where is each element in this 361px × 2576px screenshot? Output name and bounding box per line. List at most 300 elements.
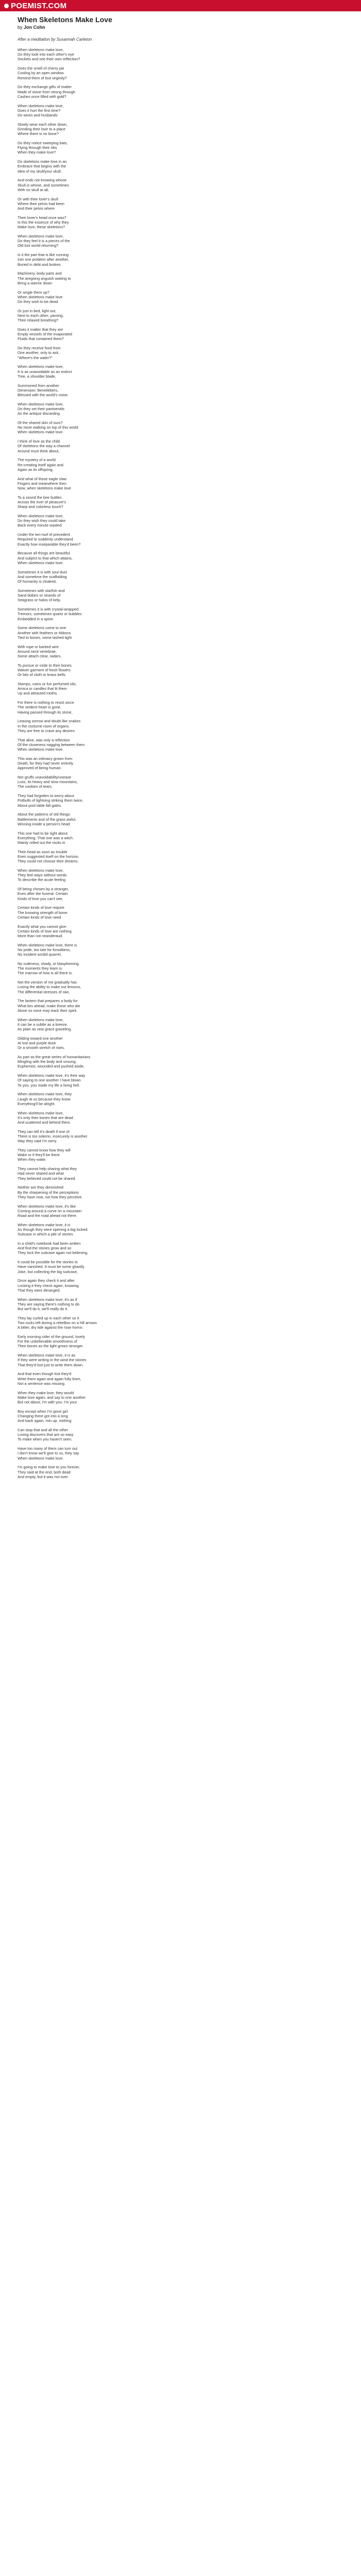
poem-line: The knowing strength of bone. (18, 910, 69, 915)
poem-stanza (18, 141, 342, 155)
poem-line: It could be possible for the stories to (18, 1260, 78, 1265)
poem-line: Kinds of love you can't see, (18, 896, 63, 901)
poem-line: If they were writing in the wind the stories (18, 1358, 87, 1363)
poem-stanza (18, 775, 342, 789)
poem-stanza (18, 84, 342, 99)
poem-stanza (18, 924, 342, 939)
poem-line: Way they said I'm sorry. (18, 1139, 57, 1144)
poem-line: By the sharpening of the perceptions (18, 1190, 79, 1195)
poem-stanza (18, 1092, 342, 1106)
poem-line: Do they receive food from (18, 346, 61, 351)
poem-stanza (18, 831, 342, 845)
poem-line: Write them again and again fully linen, (18, 1376, 81, 1381)
poem-line: They cannot know how they will (18, 1147, 71, 1153)
poem-line: Skull is whose, and sometimes (18, 182, 69, 188)
poem-line: Winning inside a person's head. (18, 821, 71, 826)
poem-line: Is this the essence of why they (18, 220, 69, 225)
poem-line: Around must think about, (18, 448, 60, 453)
poem-stanza (18, 66, 342, 80)
poem-line: About the patterns of old things: (18, 812, 71, 817)
poem-line: Sometimes it is with crystal-wrapped (18, 607, 79, 612)
poem-stanza (18, 663, 342, 677)
poem-line: And scattered and behind them. (18, 1120, 71, 1125)
poem-line: Embrace that begins with the (18, 164, 67, 169)
poem-line: Having passed through its stone, (18, 709, 73, 715)
poem-container (18, 15, 342, 1484)
poem-line: Where their pelvis had been (18, 201, 64, 206)
poem-line: Of saying to one another I have blown (18, 1078, 81, 1083)
poem-line: Now, when skeletons make love (18, 486, 71, 491)
poem-line: They believed could not be shared. (18, 1176, 76, 1181)
poem-stanza (18, 346, 342, 360)
poem-line: Loving discovers that are so easy (18, 1432, 74, 1437)
poem-line: Suitcase in which a pile of stories (18, 1232, 73, 1237)
poem-line: The differential stresses of rain. (18, 989, 70, 994)
poem-stanza (18, 1260, 342, 1274)
poem-line: Remind them of lost virginity? (18, 75, 67, 80)
poem-line: And empty, but it was not over. (18, 1474, 69, 1479)
poem-line: Do they set their pantoenids (18, 406, 64, 412)
poem-line: Amica or candles that lit them (18, 686, 67, 691)
poem-line: Road and the road ahead not there. (18, 1213, 77, 1218)
poem-line: It is as unavoidable as an extinct (18, 369, 72, 374)
poem-line: To make when you haven't seen. (18, 1437, 73, 1442)
poem-line: In a child's notebook had been written (18, 1241, 81, 1246)
poem-stanza (18, 402, 342, 416)
poem-line: Coming around a curve on a mountain (18, 1208, 82, 1213)
poem-line: The strident heart is gone. (18, 705, 61, 710)
poem-line: Do they look into each other's eye (18, 52, 74, 57)
poem-stanza (18, 570, 342, 584)
poem-line: Had never shared and what (18, 1171, 64, 1176)
logo-text: POEMIST.COM (11, 1, 67, 10)
poem-line: Do they exchange gifts of matter (18, 84, 72, 90)
poem-line: Blessed with the world's noise. (18, 393, 69, 398)
poem-stanza (18, 1185, 342, 1199)
poem-body (18, 47, 342, 1479)
poem-line: Does it matter that they are (18, 327, 63, 332)
poem-stanza (18, 514, 342, 528)
poem-line: To you, you made my life a living hell. (18, 1082, 80, 1088)
poem-line: Or with their lover's skull (18, 196, 58, 201)
poem-line: Nor gruffs unavoidability/unease (18, 774, 72, 779)
poem-stanza (18, 625, 342, 640)
poem-line: Two rocks left during a rebellion on a hill arrows (18, 1320, 97, 1326)
poem-line: Their relaxed breathing? (18, 318, 59, 323)
poem-line: That alive, was only a reflection (18, 737, 70, 742)
poem-line: Exactly what you cannot give. (18, 924, 68, 929)
poem-line: At lost and purple dusk (18, 1040, 56, 1045)
poem-line: Mainly rolled out the rocks in (18, 840, 65, 845)
poem-line: Cashes once filled with gold? (18, 94, 67, 99)
poem-line: They lock the suitcase again not believing. (18, 1250, 89, 1256)
poem-line: They cannot help sharing what they (18, 1166, 77, 1172)
poem-line: "Where's the water?" (18, 355, 53, 360)
poem-line: Re-creating itself again and (18, 462, 63, 467)
poem-line: Into one problem after another, (18, 257, 69, 262)
poem-line: Leaving sorrow and doubt like snakes (18, 719, 81, 724)
poem-line: With no skull at all, (18, 187, 49, 192)
poem-line: Do skeletons make love in an (18, 159, 67, 164)
poem-line: When skeletons make love, it's their way (18, 1073, 86, 1078)
poem-line: They lay curled up in each other so it (18, 1315, 79, 1320)
poem-line: When skeletons make love, (18, 514, 64, 519)
poem-stanza (18, 700, 342, 715)
site-header (0, 0, 361, 11)
poem-stanza (18, 1055, 342, 1069)
poem-line: Does it hurt the first time? (18, 108, 61, 113)
poem-stanza (18, 215, 342, 230)
poem-stanza (18, 477, 342, 491)
poem-line: And ends not knowing whose (18, 178, 67, 183)
poem-line: Neither are they diminished (18, 1185, 63, 1190)
poem-stanza (18, 309, 342, 323)
poem-stanza (18, 1409, 342, 1423)
poem-stanza (18, 1018, 342, 1032)
poem-line: Wake or if they'll be there (18, 1153, 60, 1158)
poem-line: Or just in bed, light out, (18, 308, 57, 313)
poem-stanza (18, 1073, 342, 1088)
poem-author-line (18, 24, 342, 30)
poem-stanza (18, 420, 342, 435)
poem-line: A bitter, dry tide against the rose horror. (18, 1325, 84, 1330)
poem-line: Stamps, coins or fun perfumed oils, (18, 681, 77, 686)
poem-line: They are saying there's nothing to do. (18, 1301, 80, 1307)
poem-line: Losing the ability to make out lessons, (18, 985, 81, 990)
poem-line: Under the ten-roof of precedent (18, 532, 70, 537)
poem-line: Made of stone from strong through (18, 89, 75, 94)
poem-line: When skeletons make love, they (18, 1092, 72, 1097)
poem-line: The cookies of tears, (18, 784, 53, 789)
poem-line: It can be a subtle as a breeze, (18, 1022, 68, 1027)
poem-line: Their bones as the light grows stronger. (18, 1344, 84, 1349)
poem-line: As the antique discarding (18, 411, 60, 416)
poem-line: Certain kinds of love require (18, 905, 64, 910)
poem-line: This was an intimacy grown from (18, 756, 73, 761)
poem-stanza (18, 457, 342, 472)
poem-line: Waiver garment of fresh flowers (18, 667, 71, 672)
poem-stanza (18, 252, 342, 267)
poem-line: Tremors, sometimes quartz or bubbles (18, 612, 82, 617)
poem-line: When skeletons make love, (18, 401, 64, 406)
poem-author[interactable]: Jon Cohn (24, 25, 45, 30)
poem-line: Up and attracted moths, (18, 691, 58, 696)
poem-stanza (18, 551, 342, 565)
poem-line: No incident sordid quarrel, (18, 952, 62, 957)
poem-line: What lies ahead, make those who die (18, 1003, 80, 1008)
poem-line: No pride, too late for forsaltiess, (18, 947, 71, 952)
poem-line: Laugh at us because they know (18, 1096, 71, 1101)
poem-stanza (18, 1353, 342, 1367)
poem-stanza (18, 1036, 342, 1050)
poem-line: Early morning cider of the ground, lovely (18, 1334, 85, 1340)
poem-stanza (18, 364, 342, 379)
poem-line: Do they feel it is a pieces of the (18, 239, 70, 244)
poem-stanza (18, 1111, 342, 1125)
poem-line: Do they wish to be dead (18, 299, 58, 304)
poem-stanza (18, 793, 342, 808)
poem-stanza (18, 439, 342, 453)
poem-line: Is it the part that is like running (18, 252, 69, 258)
poem-line: Embedded in a spine. (18, 616, 54, 621)
poem-line: When skeletons make love, it is as (18, 1353, 75, 1358)
poem-line: They said at the end, both dead (18, 1469, 71, 1475)
poem-line: As part as the great series of humanitarians (18, 1054, 91, 1059)
poem-line: Or single them up? (18, 290, 50, 295)
poem-line: Machinery, body parts and (18, 271, 62, 276)
poem-stanza (18, 738, 342, 752)
poem-stanza (18, 850, 342, 864)
poem-line: For the unbelievable smoothness of (18, 1339, 77, 1344)
poem-line: They have now, not how they perceive. (18, 1194, 83, 1199)
poem-line: As plain as new grace graveling. (18, 1026, 72, 1031)
poem-line: Death, for they had never entirely (18, 760, 73, 766)
poem-line: Have too many of them can turn out (18, 1446, 78, 1451)
poem-line: When skeletons make love, there is (18, 942, 77, 947)
poem-line: Once again they check it and after (18, 1278, 75, 1283)
poem-line: For there is nothing to resist since (18, 700, 74, 705)
poem-line: No more walking on top of this world (18, 425, 78, 430)
poem-line: Dimension: Beneliebers, (18, 387, 59, 393)
poem-line: No rudeness, shady, or blaspheming. (18, 961, 80, 966)
poem-line: When skeletons make love, (18, 103, 64, 108)
poem-dedication: After a meditation by Susannah Carleton (18, 37, 92, 42)
poem-stanza (18, 980, 342, 994)
poem-line: When skeletons make love. (18, 747, 64, 752)
poem-line: Locking it they check again, knowing (18, 1283, 79, 1288)
poem-line: Cooling by an open window (18, 71, 64, 76)
poem-line: As though they were opening a big locked (18, 1227, 88, 1232)
poem-line: Tied to bones, some lashed tight (18, 635, 72, 640)
poem-stanza (18, 607, 342, 621)
poem-line: Of humanity is cloaked, (18, 579, 57, 584)
poem-line: To a sound the bee buttles (18, 495, 62, 500)
poem-line: The lantern that prepares a body for (18, 998, 78, 1004)
poem-line: In the costume room of organs. (18, 723, 70, 728)
poem-stanza (18, 1297, 342, 1312)
poem-line: And sometime the scaffolding (18, 574, 67, 579)
poem-line: Another with feathers or ribbons (18, 630, 71, 635)
poem-line: Do they notice sweeping bats, (18, 141, 68, 146)
poem-line: Back every minute wasted (18, 523, 62, 528)
poem-stanza (18, 1278, 342, 1293)
poem-stanza (18, 868, 342, 883)
poem-stanza (18, 998, 342, 1013)
poem-line: Even after the funeral. Certain (18, 891, 68, 896)
poem-line: When they make love, they would (18, 1390, 74, 1395)
poem-line: Flying through their ribs (18, 145, 57, 150)
poem-line: Of the closeness nagging between them (18, 742, 85, 747)
poem-line: But we'll do it, we'll really do it. (18, 1307, 69, 1312)
poem-stanza (18, 178, 342, 192)
poem-line: Do they wish they could take (18, 518, 65, 523)
poem-line: Their head as soon as trouble (18, 849, 68, 854)
poem-line: They feel ways without words (18, 873, 67, 878)
poem-line: Make love again, and say to one another (18, 1395, 86, 1400)
poem-line: I don't know we'll give to us, they say (18, 1451, 79, 1456)
poem-stanza (18, 1148, 342, 1162)
poem-line: That they'd lost just to write them down. (18, 1362, 84, 1367)
poem-line: And back again, min up, nothing (18, 1418, 72, 1423)
poem-line: To pursue or cede to their bones. (18, 663, 73, 668)
poem-line: That they were deranged. (18, 1287, 61, 1293)
poem-stanza (18, 1166, 342, 1181)
poem-line: The moments they learn is (18, 966, 62, 971)
poem-line: Or bits of cloth or brass bells. (18, 672, 67, 677)
poem-line: Can stop that and all the other (18, 1428, 68, 1433)
poem-line: When they wake. (18, 1157, 46, 1162)
poem-line: Certain kinds of love are nothing (18, 928, 72, 934)
poem-line: Everything'll be alright. (18, 1101, 56, 1106)
poem-line: About pool table fall gates. (18, 803, 62, 808)
poem-line: Grinding their love to a place (18, 127, 65, 132)
poem-stanza (18, 104, 342, 118)
poem-line: Euphemist, wounded and pushed aside, (18, 1064, 85, 1069)
poem-line: Slowly wear each other down, (18, 122, 68, 127)
poem-line: Make love, these skeletons? (18, 225, 65, 230)
poem-line: Alone so none may track their spirit. (18, 1008, 77, 1013)
poem-line: Fingers and meanwhere then (18, 481, 67, 486)
poem-line: With rope or barbed wire (18, 644, 59, 649)
poem-line: Sometimes with starfish and (18, 588, 65, 593)
poem-line: Not a sentence was missing. (18, 1381, 65, 1386)
poem-line: It's only their bones that are dead (18, 1115, 73, 1120)
poem-line: They are free to crave any desires (18, 728, 75, 733)
poem-stanza (18, 327, 342, 342)
poem-stanza (18, 47, 342, 62)
poem-stanza (18, 1446, 342, 1461)
poem-line: Across the river of pleasure's (18, 500, 66, 505)
poem-stanza (18, 905, 342, 920)
poem-line: When skeletons make love, (18, 1110, 64, 1115)
poem-line: When skeletons make love. (18, 1455, 64, 1461)
poem-line: When skeletons make love, (18, 364, 64, 369)
poem-line: To describe the acute feeling (18, 877, 65, 883)
poem-stanza (18, 383, 342, 398)
poem-line: Idea of my skull/your skull, (18, 168, 62, 174)
poem-line: When skeletons make love, (18, 234, 64, 239)
poem-line: Where there is no bone? (18, 131, 59, 137)
poem-line: Empty vessels of the evaporated (18, 332, 72, 337)
poem-line: When they make love? (18, 150, 56, 155)
poem-line: And what of those eagle claw (18, 476, 67, 481)
poem-line: Because all things are beautiful (18, 551, 70, 556)
poem-line: Not the version of me gradually has (18, 980, 77, 985)
poem-line: And that even though lost they'd (18, 1371, 72, 1377)
poem-stanza (18, 719, 342, 733)
poem-line: Required to suddenly understand (18, 537, 73, 542)
poem-line: Gliding toward one another (18, 1036, 63, 1041)
poem-stanza (18, 532, 342, 547)
poem-stanza (18, 1371, 342, 1386)
poem-line: Potbulls of lightning striking them twice, (18, 798, 84, 803)
poem-line: When skeletons make love, it's as if (18, 1297, 77, 1302)
poem-line: Tree, a shoulder blade, (18, 374, 56, 379)
poem-stanza (18, 1334, 342, 1349)
poem-line: The aregoing anguish waiting to (18, 276, 71, 281)
poem-line: Some attach clear, radars, (18, 653, 62, 658)
poem-line: And find the stories grow and so (18, 1246, 72, 1251)
poem-line: Around neck vertebrae, (18, 649, 57, 654)
poem-line: Seagrass or halos of kelp, (18, 598, 61, 603)
poem-stanza (18, 961, 342, 976)
poem-line: Boy except when I'm gone girl. (18, 1409, 69, 1414)
poem-line: Approved of being human. (18, 766, 62, 771)
poem-line: Fluids that contained them? (18, 336, 64, 342)
poem-line: Old lost world returning? (18, 243, 59, 248)
poem-line: Next to each other, yarning, (18, 313, 64, 318)
poem-line: Battlements and of the grass awful. (18, 817, 76, 822)
poem-line: I'm going to make love to you forever, (18, 1465, 80, 1470)
poem-stanza (18, 1204, 342, 1218)
poem-line: The mystery of a world (18, 457, 56, 463)
poem-line: When skeletons make love, (18, 1017, 64, 1022)
poem-line: Loss, its heavy and slow mountains, (18, 779, 78, 785)
poem-line: Sharp and colorless touch? (18, 504, 63, 510)
poem-line: Joke, but collecting the big suitcase, (18, 1269, 78, 1274)
poem-line: Certain kinds of love need (18, 914, 61, 920)
poem-line: Of being chosen by a stranger, (18, 887, 69, 892)
poem-line: When skeletons make love (18, 294, 63, 299)
poem-title: When Skeletons Make Love (18, 15, 112, 24)
poem-line: Buried in debt and broken (18, 262, 61, 267)
poem-stanza (18, 1465, 342, 1479)
poem-line: Everything. That one was a witch. (18, 835, 74, 840)
poem-stanza (18, 290, 342, 304)
poem-line: When skeletons make love, (18, 47, 64, 52)
poem-stanza (18, 1316, 342, 1330)
poem-stanza (18, 1129, 342, 1144)
poem-line: They could not choose their dreams. (18, 859, 79, 864)
poem-line: Does the smell of cherry pie (18, 66, 64, 71)
poem-line: Some skeletons come to one (18, 625, 67, 631)
poem-stanza (18, 756, 342, 771)
poem-stanza (18, 159, 342, 174)
poem-line: I think of love as the child (18, 439, 60, 444)
site-logo[interactable] (4, 2, 67, 10)
poem-line: Sockets and see their own reflection? (18, 57, 80, 62)
poem-line: Of the shared skin of ours? (18, 420, 63, 426)
poem-stanza (18, 122, 342, 137)
poem-stanza (18, 1241, 342, 1256)
logo-icon (4, 4, 9, 8)
poem-line: Their lover's head once was? (18, 215, 67, 220)
poem-line: Changing there got into a long (18, 1414, 68, 1419)
poem-line: Again as its offspring, (18, 467, 54, 472)
author-prefix: by (18, 25, 23, 30)
poem-line: When skeletons make love. (18, 560, 64, 565)
poem-stanza (18, 495, 342, 510)
poem-line: More than not neanderaud. (18, 933, 63, 938)
poem-stanza (18, 197, 342, 211)
poem-stanza (18, 1223, 342, 1237)
poem-stanza (18, 1391, 342, 1405)
poem-line: Sometimes it is with soul dust (18, 569, 67, 574)
poem-line: Sand dollars or strands of (18, 593, 61, 598)
poem-line: When skeletons make love, (18, 868, 64, 873)
poem-line: They can tell it's death if one of (18, 1129, 70, 1134)
poem-line: Or a smooth stretch of rises. (18, 1045, 65, 1050)
poem-line: The marrow of how is all there is. (18, 971, 73, 976)
poem-stanza (18, 943, 342, 957)
poem-stanza (18, 1428, 342, 1442)
poem-line: Have vanished. It must be some ghastly (18, 1264, 85, 1269)
poem-line: Bring a warrior down (18, 280, 52, 285)
poem-line: Summoned from another (18, 383, 59, 388)
poem-line: When skeletons make love, it is (18, 1222, 71, 1227)
poem-stanza (18, 887, 342, 901)
poem-stanza (18, 682, 342, 696)
